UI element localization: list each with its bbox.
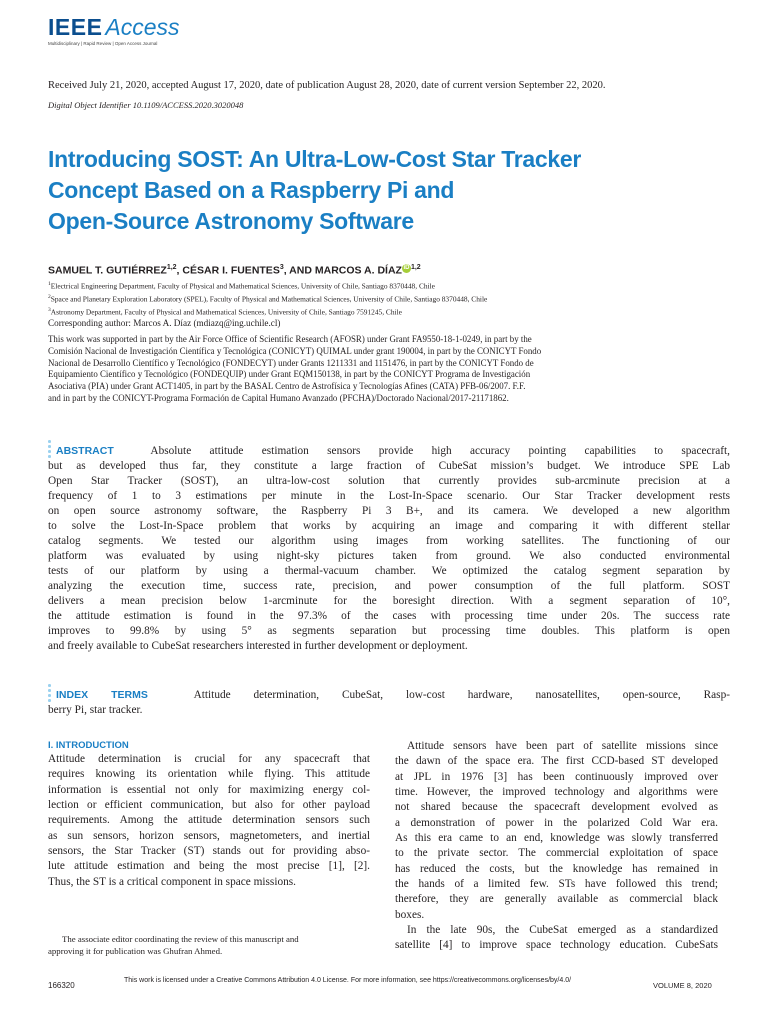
body-line: therefore, they are generally available as commercial black: [395, 893, 718, 906]
title-line: Open-Source Astronomy Software: [48, 208, 414, 234]
left-column-text: [48, 752, 370, 890]
logo-tagline: Multidisciplinary | Rapid Review | Open Access Journal: [48, 41, 158, 46]
abstract-label: ABSTRACT: [56, 445, 114, 457]
author-list: [48, 264, 728, 277]
abstract-line: catalog segments. We tested our algorithm using images from working satellites. The functioning of our: [48, 535, 730, 547]
index-terms-label: INDEX TERMS: [56, 689, 148, 701]
body-line: a demonstration of power in the polarized Cold War era.: [395, 816, 718, 829]
abstract-line: Absolute attitude estimation sensors provide high accuracy pointing capabilities to spacecraft,: [150, 445, 730, 457]
affiliation-text: Astronomy Department, Faculty of Physical and Mathematical Sciences, University of Chile, Santiago 7591245, Chile: [50, 307, 402, 317]
body-line: requires knowing its orientation while flying. This attitude: [48, 768, 370, 781]
funding-line: This work was supported in part by the Air Force Office of Scientific Research (AFOSR) under Grant FA9550-18-1-0249, in part by the: [48, 334, 532, 344]
body-line: requirements. Among the attitude determination sensors such: [48, 814, 370, 827]
received-dates: Received July 21, 2020, accepted August 17, 2020, date of publication August 28, 2020, date of current version September 22, 2020.: [48, 80, 606, 91]
body-line: In the late 90s, the CubeSat emerged as a standardized: [407, 924, 718, 937]
doi: Digital Object Identifier 10.1109/ACCESS.2020.3020048: [48, 100, 244, 110]
footnote-line: approving it for publication was Ghufran Ahmed.: [48, 945, 223, 956]
abstract-line: the attitude estimation is found in the 97.3% of the cases with processing time under 20s. The success rate: [48, 610, 730, 622]
editor-footnote: [48, 934, 370, 957]
affiliation-text: Electrical Engineering Department, Faculty of Physical and Mathematical Sciences, University of Chile, Santiago 8370448, Chile: [50, 281, 435, 291]
abstract-line: tests of our platform by using a thermal-vacuum chamber. We optimized the catalog segment separation by: [48, 565, 730, 577]
body-line: lection or efficient communication, but also for other payload: [48, 799, 370, 812]
affiliation: [48, 292, 728, 305]
funding-line: Comisión Nacional de Investigación Científica y Tecnológica (CONICYT) QUIMAL under grant 190004, in part by the CONICYT Fondo: [48, 345, 542, 356]
section-heading: I. INTRODUCTION: [48, 740, 129, 751]
funding-statement: [48, 334, 728, 405]
page-number: 166320: [48, 981, 75, 990]
body-line: sensors, the Star Tracker (ST) stands out for providing abso-: [48, 845, 370, 858]
body-line: the hands of a limited few. STs have followed this trend;: [395, 878, 718, 891]
body-line: not shared because the spacecraft development evolved as: [395, 801, 718, 814]
logo-access: Access: [105, 14, 180, 40]
affiliation-text: Space and Planetary Exploration Laboratory (SPEL), Faculty of Physical and Mathematical Sciences, University of Chile, Santiago 8370448, Chile: [50, 294, 488, 304]
author-affiliation-mark: 1,2: [166, 264, 177, 271]
author-name: SAMUEL T. GUTIÉRREZ: [48, 264, 167, 277]
logo-ieee: IEEE: [48, 14, 103, 40]
corresponding-author: Corresponding author: Marcos A. Díaz (mdiazq@ing.uchile.cl): [48, 318, 281, 328]
body-line: information is essential not only for maximizing energy col-: [48, 783, 370, 796]
funding-line: Asociativa (PIA) under Grant ACT1405, in part by the BASAL Centro de Astrofísica y Tecnologías Afines (CATA) PFB-06/2007. F.F.: [48, 381, 526, 392]
body-line: at JPL in 1976 [3] has been continuously improved over: [395, 770, 718, 783]
abstract-dots-icon: [48, 440, 52, 460]
index-terms-line: berry Pi, star tracker.: [48, 704, 143, 716]
body-line: Thus, the ST is a critical component in space missions.: [48, 875, 296, 888]
abstract-line: and freely available to CubeSat researchers interested in further development or deployment.: [48, 640, 468, 652]
body-line: boxes.: [395, 908, 425, 921]
footnote-line: The associate editor coordinating the review of this manuscript and: [62, 934, 299, 944]
body-line: to the private sector. The commercial exploitation of space: [395, 847, 718, 860]
title-line: Introducing SOST: An Ultra-Low-Cost Star Tracker: [48, 146, 581, 172]
affiliation-number: 3: [48, 306, 51, 313]
abstract-line: frequency of 1 to 3 estimations per minute in the Lost-In-Space scenario. Our Star Tracker development rests: [48, 490, 730, 502]
abstract-line: platform was evaluated by using night-sky pictures taken from ground. We also conducted environmental: [48, 550, 730, 562]
abstract-line: but as developed thus far, they constitute a large fraction of CubeSat mission’s budget. We introduce SPE Lab: [48, 460, 730, 472]
journal-logo: [48, 14, 248, 46]
index-terms-dots-icon: [48, 684, 52, 704]
body-line: has reduced the costs, but the knowledge has remained in: [395, 862, 718, 875]
funding-line: and in part by the CONICYT-Programa Formación de Capital Humano Avanzado (PFCHA)/Doctorado Nacional/2017-21171862.: [48, 392, 509, 403]
right-column-text: [395, 739, 718, 954]
title-line: Concept Based on a Raspberry Pi and: [48, 177, 455, 203]
body-line: the dawn of the space era. The first CCD-based ST developed: [395, 755, 718, 768]
affiliation: [48, 305, 728, 318]
abstract-line: Open Star Tracker (SOST), an ultra-low-cost solution that currently provides sub-arcminute precision at a: [48, 475, 730, 487]
affiliation-number: 1: [48, 281, 51, 287]
volume-info: VOLUME 8, 2020: [653, 981, 712, 990]
affiliation-number: 2: [48, 293, 51, 300]
body-line: As this era came to an end, knowledge was slowly transferred: [395, 832, 718, 845]
funding-line: Equipamiento Científico y Tecnológico (FONDEQUIP) under Grant EQM150138, in part by the CONICYT Programa de Investigación: [48, 369, 531, 380]
author-separator: ,: [176, 264, 183, 277]
affiliations: [48, 279, 728, 318]
orcid-icon[interactable]: iD: [403, 265, 410, 271]
license-notice[interactable]: This work is licensed under a Creative Commons Attribution 4.0 License. For more information, see https://creativecommons.org/licenses/by/4.0/: [124, 977, 572, 984]
abstract-line: delivers a mean precision below 1-arcminute for the boresight direction. With a segment separation of 10°,: [48, 595, 730, 607]
body-line: Attitude sensors have been part of satellite missions since: [407, 740, 718, 752]
affiliation: [48, 279, 728, 292]
funding-line: Nacional de Desarrollo Científico y Tecnológico (FONDECYT) under Grants 1211331 and 1151476, in part by the CONICYT Fondo de: [48, 357, 534, 368]
author-affiliation-mark: 3: [279, 264, 284, 271]
abstract: [48, 444, 730, 654]
body-line: satellite [4] to improve space technology education. CubeSats: [395, 939, 718, 952]
abstract-line: analyzing the execution time, success rate, precision, and power consumption of the full platform. SOST: [48, 580, 730, 592]
index-terms: [48, 688, 730, 718]
abstract-line: on open source astronomy software, the Raspberry Pi 3 B+, and its camera. We developed a new algorithm: [48, 505, 730, 517]
body-line: lute attitude estimation and being the most precise [1], [2].: [48, 860, 370, 873]
author-name: CÉSAR I. FUENTES: [182, 264, 280, 277]
abstract-line: improves to 99.8% by using 5° as segments separation but processing time doubles. This platform is open: [48, 625, 730, 637]
index-terms-line: Attitude determination, CubeSat, low-cost hardware, nanosatellites, open-source, Rasp-: [193, 689, 730, 701]
body-line: as sun sensors, horizon sensors, magnetometers, and inertial: [48, 829, 370, 842]
abstract-line: to solve the Lost-In-Space problem that works by acquiring an image and comparing it with different stellar: [48, 520, 730, 532]
body-line: Attitude determination is crucial for any spacecraft that: [48, 753, 370, 765]
body-line: time. However, the improved technology and algorithms were: [395, 786, 718, 799]
paper-title: [48, 144, 728, 237]
author-affiliation-mark: 1,2: [410, 264, 421, 271]
author-name: MARCOS A. DÍAZ: [314, 264, 402, 277]
author-separator: , AND: [283, 264, 315, 277]
